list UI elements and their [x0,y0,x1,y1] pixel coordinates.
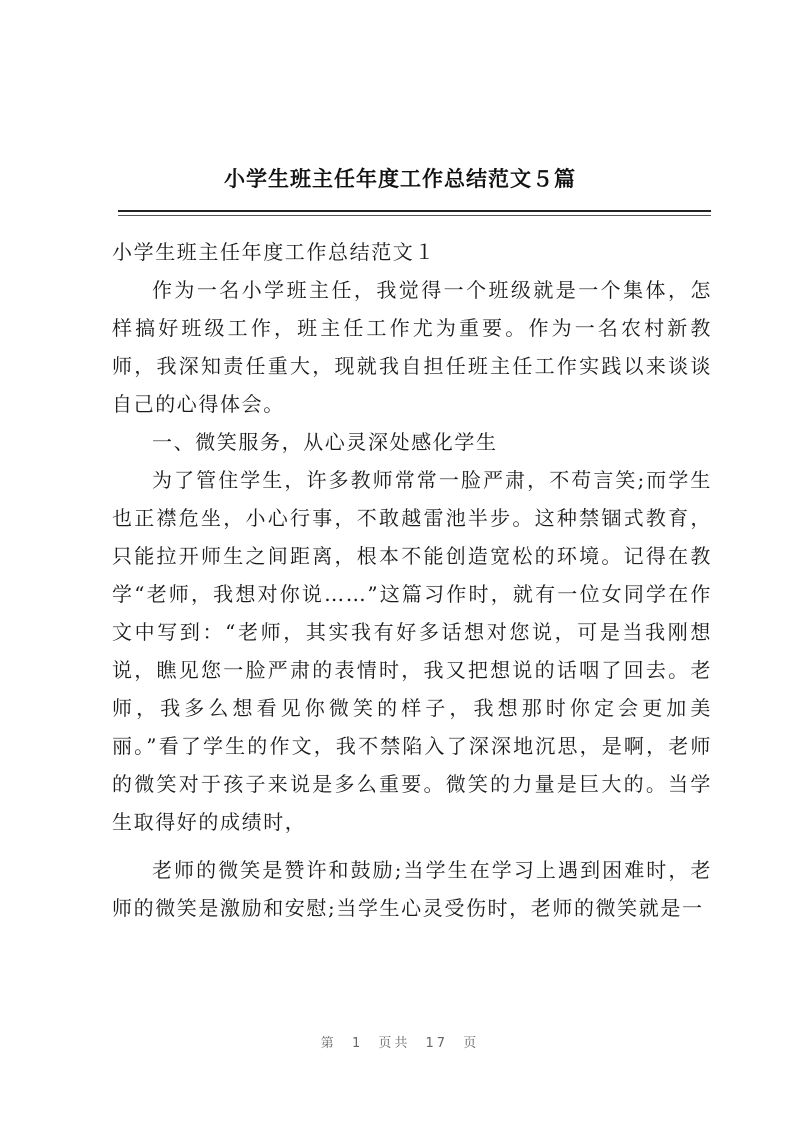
paragraph-smile-story: 为了管住学生，许多教师常常一脸严肃，不苟言笑;而学生也正襟危坐，小心行事，不敢越雷池半步。这种禁锢式教育，只能拉开师生之间距离，根本不能创造宽松的环境。记得在教学“老师，我想对你说……”这篇习作时，就有一位女同学在作文中写到：“老师，其实我有好多话想对您说，可是当我刚想说，瞧见您一脸严肃的表情时，我又把想说的话咽了回去。老师，我多么想看见你微笑的样子，我想那时你定会更加美丽。”看了学生的作文，我不禁陷入了深深地沉思，是啊，老师的微笑对于孩子来说是多么重要。微笑的力量是巨大的。当学生取得好的成绩时， [112,468,712,834]
paragraph-smile-meaning: 老师的微笑是赞许和鼓励;当学生在学习上遇到困难时，老师的微笑是激励和安慰;当学生心灵受伤时，老师的微笑就是一 [112,858,712,920]
document-title: 小学生班主任年度工作总结范文５篇 [224,166,576,191]
document-body [112,233,712,927]
page-footer [0,1032,800,1051]
footer-current-page: 1 [351,1036,364,1051]
footer-total-pages: 17 [425,1036,449,1051]
subheading-smile-service: 一、微笑服务，从心灵深处感化学生 [152,430,498,454]
paragraph-intro: 作为一名小学班主任，我觉得一个班级就是一个集体，怎样搞好班级工作，班主任工作尤为重要。作为一名农村新教师，我深知责任重大，现就我自担任班主任工作实践以来谈谈自己的心得体会。 [112,278,712,416]
footer-suffix: 页 [463,1036,480,1051]
section-heading: 小学生班主任年度工作总结范文１ [112,240,436,264]
title-divider-thin [118,215,711,216]
title-divider-thick [118,210,711,212]
footer-prefix: 第 [320,1036,337,1051]
footer-middle: 页共 [378,1036,411,1051]
